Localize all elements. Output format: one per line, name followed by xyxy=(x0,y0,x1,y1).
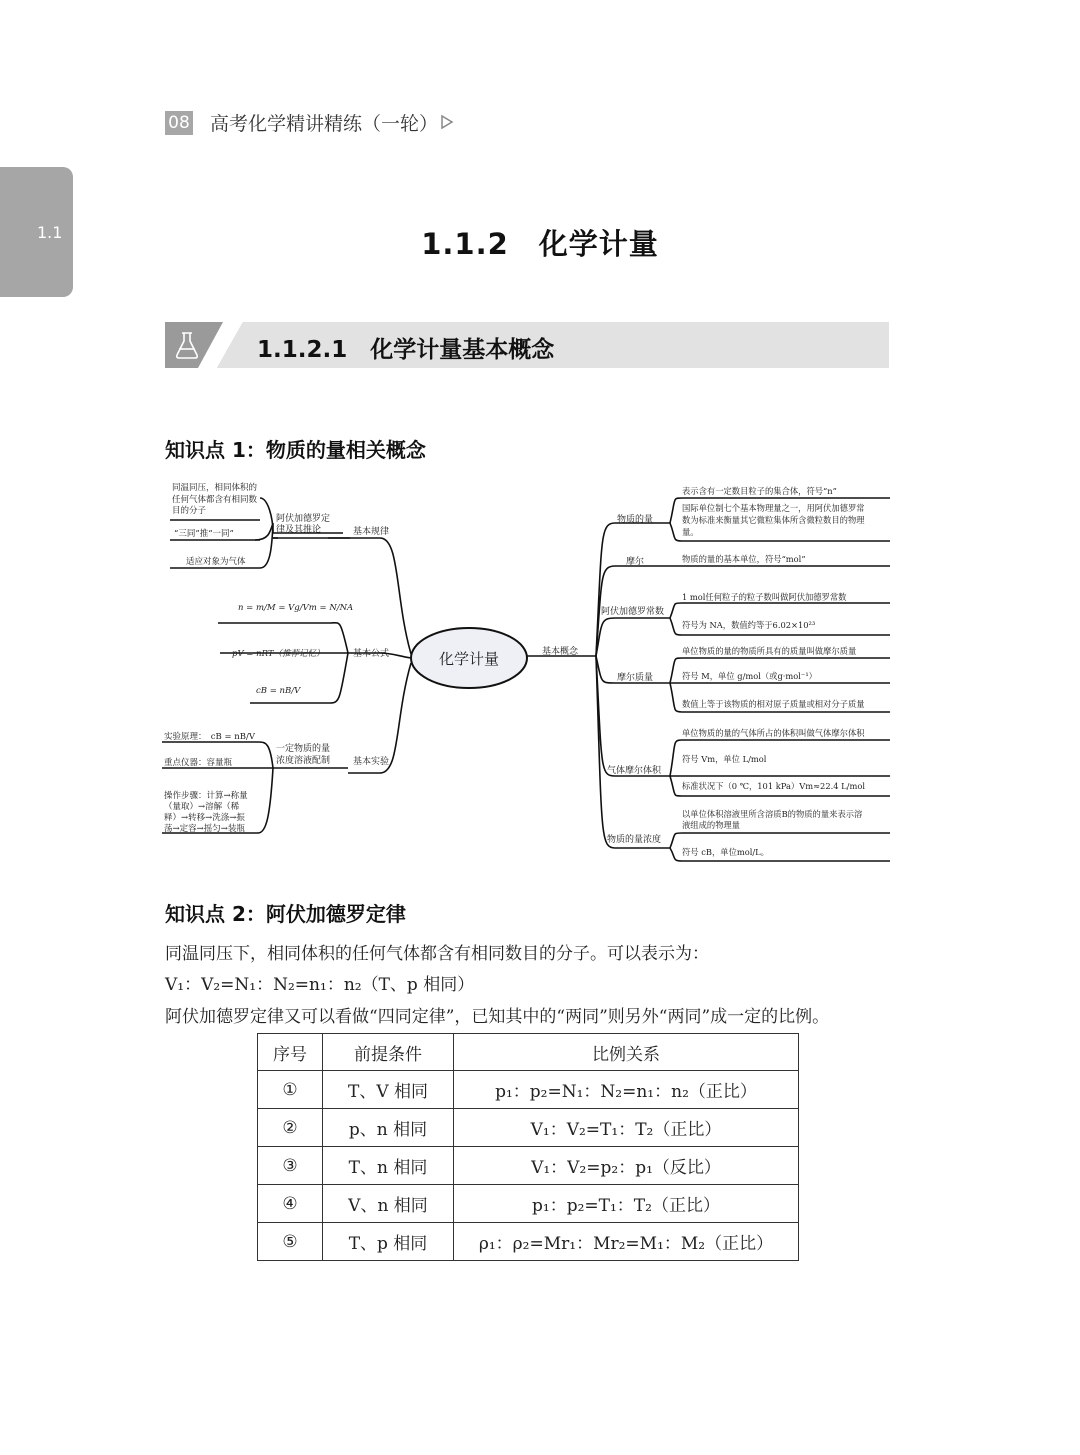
mind-map-leaf: 标准状况下（0 ℃，101 kPa）Vm≈22.4 L/mol xyxy=(682,781,865,791)
table-cell: ④ xyxy=(258,1185,323,1223)
mind-map-leaf: 量。 xyxy=(682,527,699,537)
section-title: 1.1.2 化学计量 xyxy=(421,227,659,261)
mind-map-leaf: 以单位体积溶液里所含溶质B的物质的量来表示溶 xyxy=(682,809,863,819)
mind-map-branch-6: 物质的量浓度 xyxy=(607,835,662,845)
table-cell: ② xyxy=(258,1109,323,1147)
table-cell: T、p 相同 xyxy=(323,1223,454,1261)
knowledge-point-1-heading: 知识点 1：物质的量相关概念 xyxy=(165,438,426,462)
table-cell: ρ₁：ρ₂=Mr₁：Mr₂=M₁：M₂（正比） xyxy=(454,1223,799,1261)
mind-map-law-sub-1: 阿伏加德罗定 xyxy=(276,514,331,524)
table-cell: T、n 相同 xyxy=(323,1147,454,1185)
paragraph: 同温同压下，相同体积的任何气体都含有相同数目的分子。可以表示为： xyxy=(165,944,709,964)
table-header-row xyxy=(258,1034,799,1071)
table-cell: p₁：p₂=N₁：N₂=n₁：n₂（正比） xyxy=(454,1071,799,1109)
table-row xyxy=(258,1223,799,1261)
table-cell: ① xyxy=(258,1071,323,1109)
mind-map-experiment-item-2: 重点仪器：容量瓶 xyxy=(164,758,233,768)
table-cell: T、V 相同 xyxy=(323,1071,454,1109)
mind-map-leaf: 单位物质的量的物质所具有的质量叫做摩尔质量 xyxy=(682,646,857,656)
formula-line: V₁：V₂=N₁：N₂=n₁：n₂（T、p 相同） xyxy=(165,975,475,995)
table-row xyxy=(258,1185,799,1223)
subsection-title: 1.1.2.1 化学计量基本概念 xyxy=(257,337,555,363)
mind-map-leaf: 国际单位制七个基本物理量之一，用阿伏加德罗常 xyxy=(682,503,865,513)
table-cell: p、n 相同 xyxy=(323,1109,454,1147)
table-cell: ⑤ xyxy=(258,1223,323,1261)
avogadro-ratio-table xyxy=(257,1033,799,1261)
mind-map-experiment-item-3c: 释）→转移→洗涤→振 xyxy=(164,813,245,823)
mind-map-law-item-2: “三同”推“一同” xyxy=(174,529,234,539)
mind-map-leaf: 单位物质的量的气体所占的体积叫做气体摩尔体积 xyxy=(682,728,865,738)
mind-map-leaf: 数值上等于该物质的相对原子质量或相对分子质量 xyxy=(682,699,865,709)
table-row xyxy=(258,1147,799,1185)
mind-map-formula-3: cB = nB/V xyxy=(256,686,301,696)
mind-map-formula-label: 基本公式 xyxy=(353,649,390,659)
page-number: 08 xyxy=(165,111,193,135)
table-cell: p₁：p₂=T₁：T₂（正比） xyxy=(454,1185,799,1223)
table-cell: V、n 相同 xyxy=(323,1185,454,1223)
paragraph: 阿伏加德罗定律又可以看做“四同定律”，已知其中的“两同”则另外“两同”成一定的比例。 xyxy=(165,1007,830,1027)
mind-map xyxy=(160,478,900,868)
mind-map-experiment-item-1: 实验原理： cB = nB/V xyxy=(164,732,256,742)
table-header-relation: 比例关系 xyxy=(454,1034,799,1071)
mind-map-leaf: 物质的量的基本单位，符号“mol” xyxy=(682,554,806,564)
table-cell: ③ xyxy=(258,1147,323,1185)
mind-map-branch-1: 物质的量 xyxy=(617,515,654,525)
mind-map-law-item-1a: 同温同压，相同体积的 xyxy=(172,483,258,493)
mind-map-formula-1: n = m/M = Vg/Vm = N/NA xyxy=(238,603,354,613)
mind-map-leaf: 1 mol任何粒子的粒子数叫做阿伏加德罗常数 xyxy=(682,592,847,602)
mind-map-leaf: 液组成的物理量 xyxy=(682,820,741,830)
mind-map-experiment-sub-1: 一定物质的量 xyxy=(276,744,331,754)
mind-map-experiment-item-3a: 操作步骤：计算→称量 xyxy=(164,791,248,801)
mind-map-leaf: 符号 Vm，单位 L/mol xyxy=(682,754,767,764)
mind-map-experiment-sub-2: 浓度溶液配制 xyxy=(276,756,331,766)
mind-map-branch-5: 气体摩尔体积 xyxy=(607,766,662,776)
play-arrow-icon xyxy=(440,114,454,130)
mind-map-leaf: 符号 M，单位 g/mol（或g·mol⁻¹） xyxy=(682,671,817,681)
mind-map-leaf: 符号为 NA，数值约等于6.02×10²³ xyxy=(682,620,816,630)
mind-map-branch-2: 摩尔 xyxy=(626,557,645,567)
mind-map-law-sub-2: 律及其推论 xyxy=(276,525,322,535)
table-row xyxy=(258,1109,799,1147)
subsection-icon-box xyxy=(165,322,243,368)
knowledge-point-2-heading: 知识点 2：阿伏加德罗定律 xyxy=(165,902,406,926)
mind-map-leaf: 数为标准来衡量其它微粒集体所含微粒数目的物理 xyxy=(682,515,865,525)
mind-map-concepts-root: 基本概念 xyxy=(542,647,579,657)
table-cell: V₁：V₂=T₁：T₂（正比） xyxy=(454,1109,799,1147)
mind-map-center: 化学计量 xyxy=(438,650,500,668)
table-row xyxy=(258,1071,799,1109)
mind-map-experiment-item-3d: 荡→定容→摇匀→装瓶 xyxy=(164,824,245,834)
mind-map-experiment-item-3b: （量取）→溶解（稀 xyxy=(164,802,240,812)
chapter-side-tab-label: 1.1 xyxy=(37,223,63,242)
mind-map-law-label: 基本规律 xyxy=(353,527,390,537)
table-header-index: 序号 xyxy=(258,1034,323,1071)
mind-map-leaf: 符号 cB，单位mol/L。 xyxy=(682,847,769,857)
mind-map-law-item-1b: 任何气体都含有相同数 xyxy=(172,495,258,505)
mind-map-experiment-label: 基本实验 xyxy=(353,757,390,767)
mind-map-branch-3: 阿伏加德罗常数 xyxy=(601,607,665,617)
mind-map-leaf: 表示含有一定数目粒子的集合体，符号“n” xyxy=(682,486,837,496)
mind-map-formula-2: pV = nRT（推荐记忆） xyxy=(232,649,325,659)
book-title: 高考化学精讲精练（一轮） xyxy=(210,113,439,135)
table-header-condition: 前提条件 xyxy=(323,1034,454,1071)
table-cell: V₁：V₂=p₂：p₁（反比） xyxy=(454,1147,799,1185)
mind-map-law-item-1c: 目的分子 xyxy=(172,506,207,516)
mind-map-branch-4: 摩尔质量 xyxy=(617,673,654,683)
mind-map-law-item-3: 适应对象为气体 xyxy=(186,557,246,567)
